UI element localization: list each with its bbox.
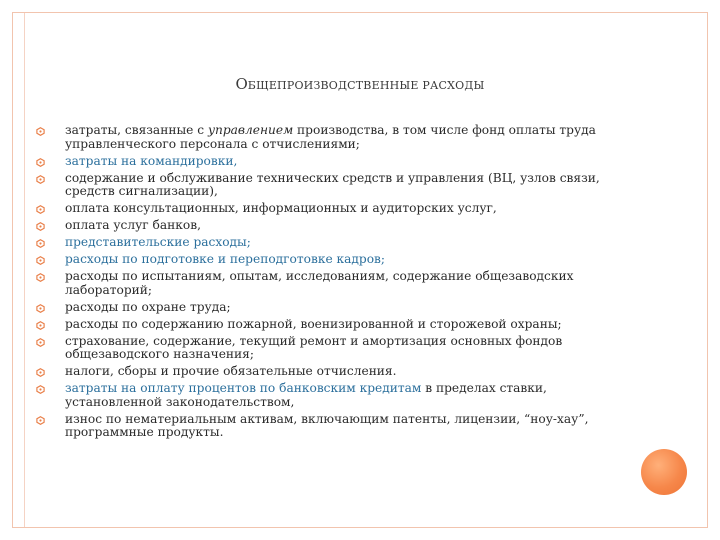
bullet-icon xyxy=(36,320,45,329)
list-item-post: производства, в том числе фонд оплаты труда управленческого персонала с отчислениями; xyxy=(65,123,596,151)
bullet-icon xyxy=(36,174,45,183)
list-item-pre: страхование, содержание, текущий ремонт и амортизация основных фондов общезаводского назначения; xyxy=(65,333,563,362)
list-item xyxy=(36,318,626,332)
list-item xyxy=(36,172,626,199)
list-item xyxy=(36,301,626,315)
list-item xyxy=(36,270,626,297)
list-item-pre: оплата услуг банков, xyxy=(65,218,201,233)
bullet-icon xyxy=(36,384,45,393)
bullet-icon xyxy=(36,337,45,346)
bullet-icon xyxy=(36,367,45,376)
slide-title-first-letter: О xyxy=(235,75,248,93)
bullet-icon xyxy=(36,255,45,264)
slide-title-rest: БЩЕПРОИЗВОДСТВЕННЫЕ РАСХОДЫ xyxy=(247,79,485,92)
bullet-icon xyxy=(36,157,45,166)
list-item xyxy=(36,413,626,440)
list-item-pre: затраты, связанные с xyxy=(65,123,208,137)
list-item xyxy=(36,365,626,379)
slide-title xyxy=(0,74,720,93)
list-item-pre: налоги, сборы и прочие обязательные отчисления. xyxy=(65,364,397,379)
list-item-highlight: расходы по подготовке и переподготовке кадров; xyxy=(65,252,386,267)
bullet-icon xyxy=(36,415,45,424)
expense-list xyxy=(36,124,626,443)
list-item-highlight: затраты на командировки, xyxy=(65,153,238,168)
list-item-pre: оплата консультационных, информационных и аудиторских услуг, xyxy=(65,201,497,216)
list-item xyxy=(36,253,626,267)
bullet-icon xyxy=(36,303,45,312)
list-item xyxy=(36,202,626,216)
list-item-pre: расходы по испытаниям, опытам, исследованиям, содержание общезаводских лабораторий; xyxy=(65,269,574,297)
bullet-icon xyxy=(36,204,45,213)
list-item xyxy=(36,236,626,250)
list-item xyxy=(36,335,626,362)
list-item xyxy=(36,382,626,409)
list-item-pre: расходы по охране труда; xyxy=(65,299,231,314)
list-item-highlight: затраты на оплату процентов по банковским кредитам xyxy=(65,381,422,396)
list-item-tail: в пределах ставки, установленной законодательством, xyxy=(65,381,547,409)
list-item xyxy=(36,219,626,233)
bullet-icon xyxy=(36,238,45,247)
list-item-emph: управлением xyxy=(207,123,294,137)
list-item-highlight: представительские расходы; xyxy=(65,235,251,250)
bullet-icon xyxy=(36,221,45,230)
list-item-pre: расходы по содержанию пожарной, военизированной и сторожевой охраны; xyxy=(65,316,562,331)
list-item-pre: износ по нематериальным активам, включающим патенты, лицензии, “ноу-хау”, программные продукты. xyxy=(65,411,589,440)
list-item-pre: содержание и обслуживание технических средств и управления (ВЦ, узлов связи, средств сигнализации), xyxy=(65,170,600,199)
list-item xyxy=(36,155,626,169)
orange-circle-decoration xyxy=(641,449,687,495)
list-item xyxy=(36,124,626,151)
bullet-icon xyxy=(36,272,45,281)
bullet-icon xyxy=(36,126,45,135)
